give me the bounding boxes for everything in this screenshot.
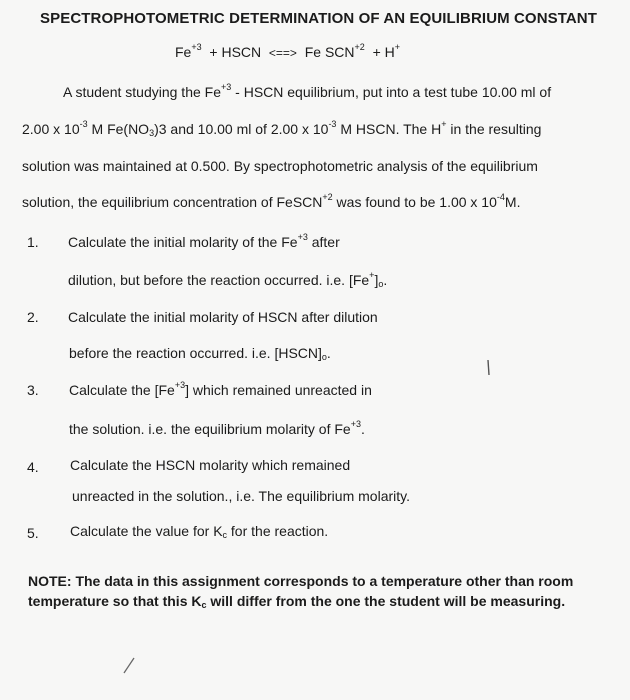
- question-4-line-1: Calculate the HSCN molarity which remained: [70, 457, 351, 473]
- pencil-mark: [120, 655, 138, 677]
- question-1-line-2: dilution, but before the reaction occurred. i.e. $[Fe^+]_o$.: [68, 270, 388, 289]
- question-3-number: 3.: [27, 382, 39, 398]
- question-1-number: 1.: [27, 234, 39, 250]
- paragraph-line-2: 2.00 x $10^{-3}$ M $Fe(NO_3)3$ and 10.00 ml of 2.00 x $10^{-3}$ M HSCN. The H+ in the resulting: [22, 119, 542, 138]
- pencil-mark: [484, 358, 492, 378]
- question-3-line-1: Calculate the $[Fe^{+3}]$ which remained unreacted in: [69, 380, 372, 398]
- paragraph-line-1: A student studying the $Fe^{+3}$ - HSCN equilibrium, put into a test tube 10.00 ml of: [63, 82, 552, 100]
- question-2-line-1: Calculate the initial molarity of HSCN after dilution: [68, 309, 378, 325]
- question-4-number: 4.: [27, 459, 39, 475]
- page-title: SPECTROPHOTOMETRIC DETERMINATION OF AN EQUILIBRIUM CONSTANT: [40, 10, 598, 27]
- question-5-line-1: Calculate the value for $K_c$ for the reaction.: [70, 523, 329, 540]
- paragraph-line-4: solution, the equilibrium concentration of FeSCN$^{+2}$ was found to be 1.00 x $10^{-4}M$.: [22, 192, 521, 210]
- question-4-line-2: unreacted in the solution., i.e. The equilibrium molarity.: [72, 488, 410, 504]
- question-3-line-2: the solution. i.e. the equilibrium molarity of $Fe^{+3}$.: [69, 419, 365, 437]
- question-1-line-1: Calculate the initial molarity of the $Fe^{+3}$ after: [68, 232, 340, 250]
- reaction-equation: $Fe^{+3}$ + HSCN <==> Fe $SCN^{+2} + H^+$: [175, 42, 401, 60]
- question-2-line-2: before the reaction occurred. i.e. $[HSCN]_o$.: [69, 345, 331, 362]
- paragraph-line-3: solution was maintained at 0.500. By spectrophotometric analysis of the equilibrium: [22, 158, 538, 174]
- question-2-number: 2.: [27, 309, 39, 325]
- question-5-number: 5.: [27, 525, 39, 541]
- note: NOTE: The data in this assignment corresponds to a temperature other than room temperature so that this $K_c$ will differ from the one the student will be measuring.: [28, 573, 574, 610]
